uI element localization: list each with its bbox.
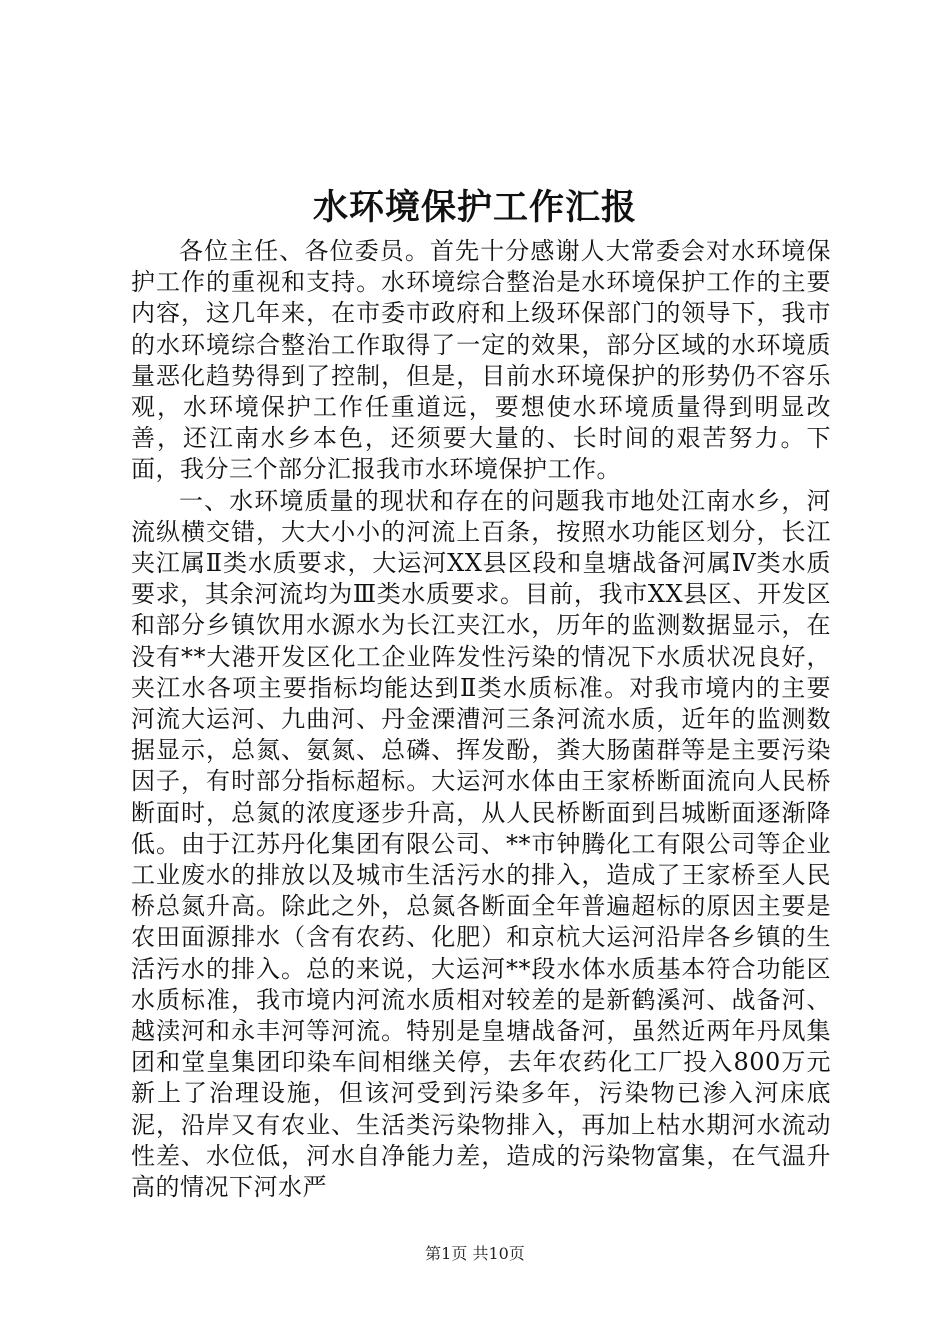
paragraph-section-one: 一、水环境质量的现状和存在的问题我市地处江南水乡，河流纵横交错，大大小小的河流上百条，按照水功能区划分，长江夹江属Ⅱ类水质要求，大运河XX县区段和皇塘战备河属Ⅳ类水质要求，其余河流均为Ⅲ类水质要求。目前，我市XX县区、开发区和部分乡镇饮用水源水为长江夹江水，历年的监测数据显示，在没有**大港开发区化工企业阵发性污染的情况下水质状况良好，夹江水各项主要指标均能达到Ⅱ类水质标准。对我市境内的主要河流大运河、九曲河、丹金溧漕河三条河流水质，近年的监测数据显示，总氮、氨氮、总磷、挥发酚，粪大肠菌群等是主要污染因子，有时部分指标超标。大运河水体由王家桥断面流向人民桥断面时，总氮的浓度逐步升高，从人民桥断面到吕城断面逐渐降低。由于江苏丹化集团有限公司、**市钟腾化工有限公司等企业工业废水的排放以及城市生活污水的排入，造成了王家桥至人民桥总氮升高。除此之外，总氮各断面全年普遍超标的原因主要是农田面源排水（含有农药、化肥）和京杭大运河沿岸各乡镇的生活污水的排入。总的来说，大运河**段水体水质基本符合功能区水质标准，我市境内河流水质相对较差的是新鹤溪河、战备河、越渎河和永丰河等河流。特别是皇塘战备河，虽然近两年丹凤集团和堂皇集团印染车间相继关停，去年农药化工厂投入800万元新上了治理设施，但该河受到污染多年，污染物已渗入河床底泥，沿岸又有农业、生活类污染物排入，再加上枯水期河水流动性差、水位低，河水自净能力差，造成的污染物富集，在气温升高的情况下河水严 (131, 486, 831, 1202)
paragraph-intro: 各位主任、各位委员。首先十分感谢人大常委会对水环境保护工作的重视和支持。水环境综合整治是水环境保护工作的主要内容，这几年来，在市委市政府和上级环保部门的领导下，我市的水环境综合整治工作取得了一定的效果，部分区域的水环境质量恶化趋势得到了控制，但是，目前水环境保护的形势仍不容乐观，水环境保护工作任重道远，要想使水环境质量得到明显改善，还江南水乡本色，还须要大量的、长时间的艰苦努力。下面，我分三个部分汇报我市水环境保护工作。 (131, 237, 831, 484)
page-footer: 第1页 共10页 (425, 1244, 525, 1263)
document-body (131, 236, 831, 1203)
document-title: 水环境保护工作汇报 (312, 187, 637, 228)
